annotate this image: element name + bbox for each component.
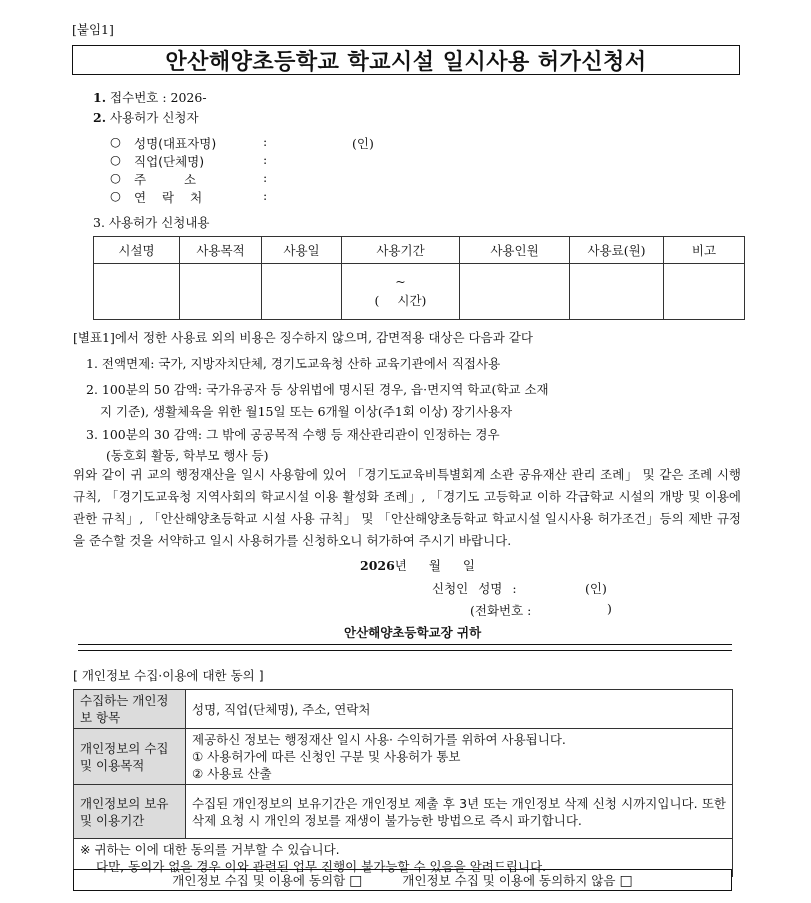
table-row — [74, 690, 733, 729]
bullet-icon: ○ — [110, 188, 121, 203]
signature-input[interactable] — [530, 577, 580, 595]
row-content — [186, 690, 733, 729]
row-label: 수집하는 개인정보 항목 — [74, 690, 186, 729]
contact-input[interactable] — [280, 186, 480, 204]
applicant-address-label: 주 소 — [134, 172, 197, 187]
privacy-table — [73, 689, 733, 877]
form-title-box — [72, 45, 740, 75]
date-line — [360, 556, 475, 574]
section-divider — [78, 644, 732, 651]
refusal-note: ※ 귀하는 이에 대한 동의를 거부할 수 있습니다. — [80, 842, 340, 857]
phone-input[interactable] — [540, 599, 605, 617]
remarks-cell[interactable] — [664, 264, 745, 320]
section-number: 3. — [93, 215, 105, 230]
date-year-unit: 년 — [394, 558, 407, 573]
row-label: 개인정보의 수집 및 이용목적 — [74, 729, 186, 785]
bullet-icon: ○ — [110, 152, 121, 167]
bullet-icon: ○ — [110, 170, 121, 185]
period-cell[interactable] — [342, 264, 460, 320]
row-content — [186, 729, 733, 785]
form-title: 안산해양초등학교 학교시설 일시사용 허가신청서 — [165, 48, 647, 75]
section-number: 1. — [93, 90, 107, 105]
fee-item-continuation: 지 기준), 생활체육을 위한 월15일 또는 6개월 이상(주1회 이상) 장기사용자 — [100, 404, 513, 419]
applicant-field-address — [110, 170, 121, 185]
row-content-line: ① 사용허가에 따른 신청인 구분 및 사용허가 통보 — [192, 749, 461, 764]
applicant-name-label: 성명(대표자명) — [134, 136, 217, 151]
agree-label: 개인정보 수집 및 이용에 동의함 — [172, 873, 346, 888]
column-header: 비고 — [664, 237, 745, 264]
row-label: 개인정보의 보유 및 이용기간 — [74, 785, 186, 839]
row-content-line: ② 사용료 산출 — [192, 766, 272, 781]
section-applicant — [93, 108, 199, 126]
applicant-section-label: 사용허가 신청자 — [110, 110, 199, 125]
applicant-contact-label: 연 락 처 — [134, 190, 203, 205]
column-header: 사용기간 — [342, 237, 460, 264]
column-header: 시설명 — [94, 237, 180, 264]
date-day: 일 — [462, 558, 475, 573]
facility-cell[interactable] — [94, 264, 180, 320]
privacy-heading: [ 개인정보 수집·이용에 대한 동의 ] — [73, 668, 264, 683]
table-row — [74, 785, 733, 839]
date-year: 2026 — [360, 558, 395, 573]
fee-item: 3. 100분의 30 감액: 그 밖에 공공목적 수행 등 재산관리관이 인정하는 경우 — [86, 427, 500, 442]
job-input[interactable] — [280, 150, 480, 168]
row-content-line: 성명, 직업(단체명), 주소, 연락처 — [192, 701, 371, 717]
request-table — [93, 236, 745, 320]
addressee: 안산해양초등학교장 귀하 — [344, 625, 482, 640]
receipt-number-label: 접수번호 : 2026- — [110, 90, 207, 105]
agree-checkbox[interactable]: □ — [349, 873, 363, 889]
phone-label: (전화번호 : — [470, 603, 532, 618]
headcount-cell[interactable] — [460, 264, 570, 320]
period-tilde: ~ — [395, 273, 406, 289]
address-input[interactable] — [280, 168, 480, 186]
bullet-icon: ○ — [110, 134, 121, 149]
section-request — [93, 213, 210, 231]
field-colon: : — [263, 152, 268, 167]
field-colon: : — [263, 188, 268, 203]
disagree-checkbox[interactable]: □ — [619, 873, 633, 889]
applicant-field-name — [110, 134, 121, 149]
seal-mark: (인) — [352, 136, 374, 151]
column-header: 사용목적 — [180, 237, 262, 264]
applicant-job-label: 직업(단체명) — [134, 154, 205, 169]
section-receipt-number — [93, 88, 207, 106]
agree-option[interactable] — [172, 871, 362, 889]
signature-seal: (인) — [585, 581, 607, 596]
fee-item: 1. 전액면제: 국가, 지방자치단체, 경기도교육청 산하 교육기관에서 직접사용 — [86, 356, 501, 371]
table-row — [94, 264, 745, 320]
disagree-option[interactable] — [402, 871, 632, 889]
column-header: 사용료(원) — [570, 237, 664, 264]
fee-note: [별표1]에서 정한 사용료 외의 비용은 징수하지 않으며, 감면적용 대상은 다음과 같다 — [73, 330, 533, 345]
column-header: 사용일 — [262, 237, 342, 264]
field-colon: : — [263, 134, 268, 149]
pledge-paragraph: 위와 같이 귀 교의 행정재산을 일시 사용함에 있어 「경기도교육비특별회계 소관 공유재산 관리 조례」 및 같은 조례 시행규칙, 「경기도교육청 지역사회의 학교시설 이용 활성화 조례」, 「경기도 고등학교 이하 각급학교 시설의 개방 및 이용에 관한 규칙」, 「안산해양초등학교 시설 사용 규칙」 및 「안산해양초등학교 학교시설 일시사용 허가조건」등의 제반 규정을 준수할 것을 서약하고 일시 사용허가를 신청하오니 허가하여 주시기 바랍니다. — [73, 467, 741, 548]
signature-label: 신청인 성명 : — [432, 581, 517, 596]
period-hours: ( 시간) — [374, 292, 427, 308]
date-month: 월 — [428, 558, 441, 573]
purpose-cell[interactable] — [180, 264, 262, 320]
table-row — [74, 729, 733, 785]
section-number: 2. — [93, 110, 107, 125]
column-header: 사용인원 — [460, 237, 570, 264]
request-section-label: 사용허가 신청내용 — [108, 215, 210, 230]
table-header-row — [94, 237, 745, 264]
attachment-label: [붙임1] — [72, 22, 114, 37]
refusal-consequence-note: 다만, 동의가 없을 경우 이와 관련된 업무 진행이 불가능할 수 있음을 알려드립니다. — [96, 859, 547, 874]
fee-cell[interactable] — [570, 264, 664, 320]
fee-item-continuation: (동호회 활동, 학부모 행사 등) — [106, 448, 269, 463]
fee-item: 2. 100분의 50 감액: 국가유공자 등 상위법에 명시된 경우, 읍·면지역 학교(학교 소재 — [86, 382, 549, 397]
consent-choice-row — [73, 869, 732, 891]
row-content-line: 제공하신 정보는 행정재산 일시 사용· 수익허가를 위하여 사용됩니다. — [192, 732, 566, 747]
date-cell[interactable] — [262, 264, 342, 320]
phone-close: ) — [607, 601, 612, 616]
disagree-label: 개인정보 수집 및 이용에 동의하지 않음 — [402, 873, 616, 888]
field-colon: : — [263, 170, 268, 185]
applicant-field-job — [110, 152, 121, 167]
row-content: 수집된 개인정보의 보유기간은 개인정보 제출 후 3년 또는 개인정보 삭제 신청 시까지입니다. 또한 삭제 요청 시 개인의 정보를 재생이 불가능한 방법으로 즉시 파기합니다. — [186, 785, 733, 839]
name-input[interactable] — [280, 132, 360, 150]
applicant-field-contact — [110, 188, 121, 203]
